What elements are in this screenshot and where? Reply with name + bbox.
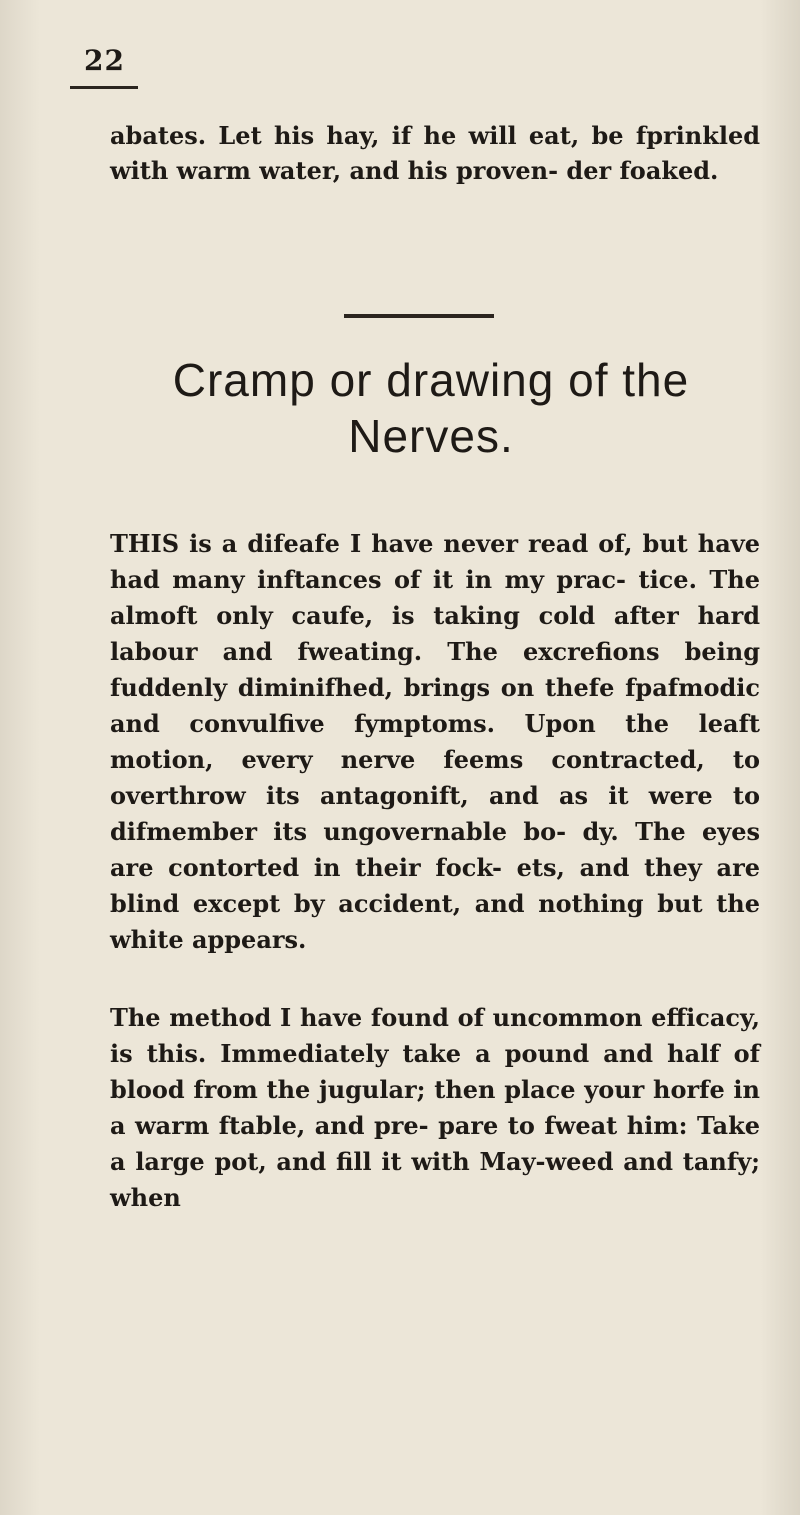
top-rule [70, 86, 138, 89]
section-title: Cramp or drawing of the Nerves. [172, 354, 690, 462]
paragraph-2: The method I have found of uncommon efficacy, is this. Immediately take a pound and half of blood from the jugular; then place your horfe in a warm ftable, and pre- pare to fweat him: Take a large pot, and fill it with May-weed and tanfy; when [110, 1003, 760, 1212]
top-text-block: abates. Let his hay, if he will eat, be fprinkled with warm water, and his proven- der foaked. [110, 121, 760, 185]
paragraph-1: THIS is a difeafe I have never read of, but have had many inftances of it in my prac- tice. The almoft only caufe, is taking cold after hard labour and fweating. The excrefions being fuddenly diminifhed, brings on thefe fpafmodic and convulfive fymptoms. Upon the leaft motion, every nerve feems contracted, to overthrow its antagonift, and as it were to difmember its ungovernable bo- dy. The eyes are contorted in their fock- ets, and they are blind except by accident, and nothing but the white appears. [110, 529, 760, 954]
page-number: 22 [84, 44, 125, 77]
section-divider [344, 314, 494, 318]
